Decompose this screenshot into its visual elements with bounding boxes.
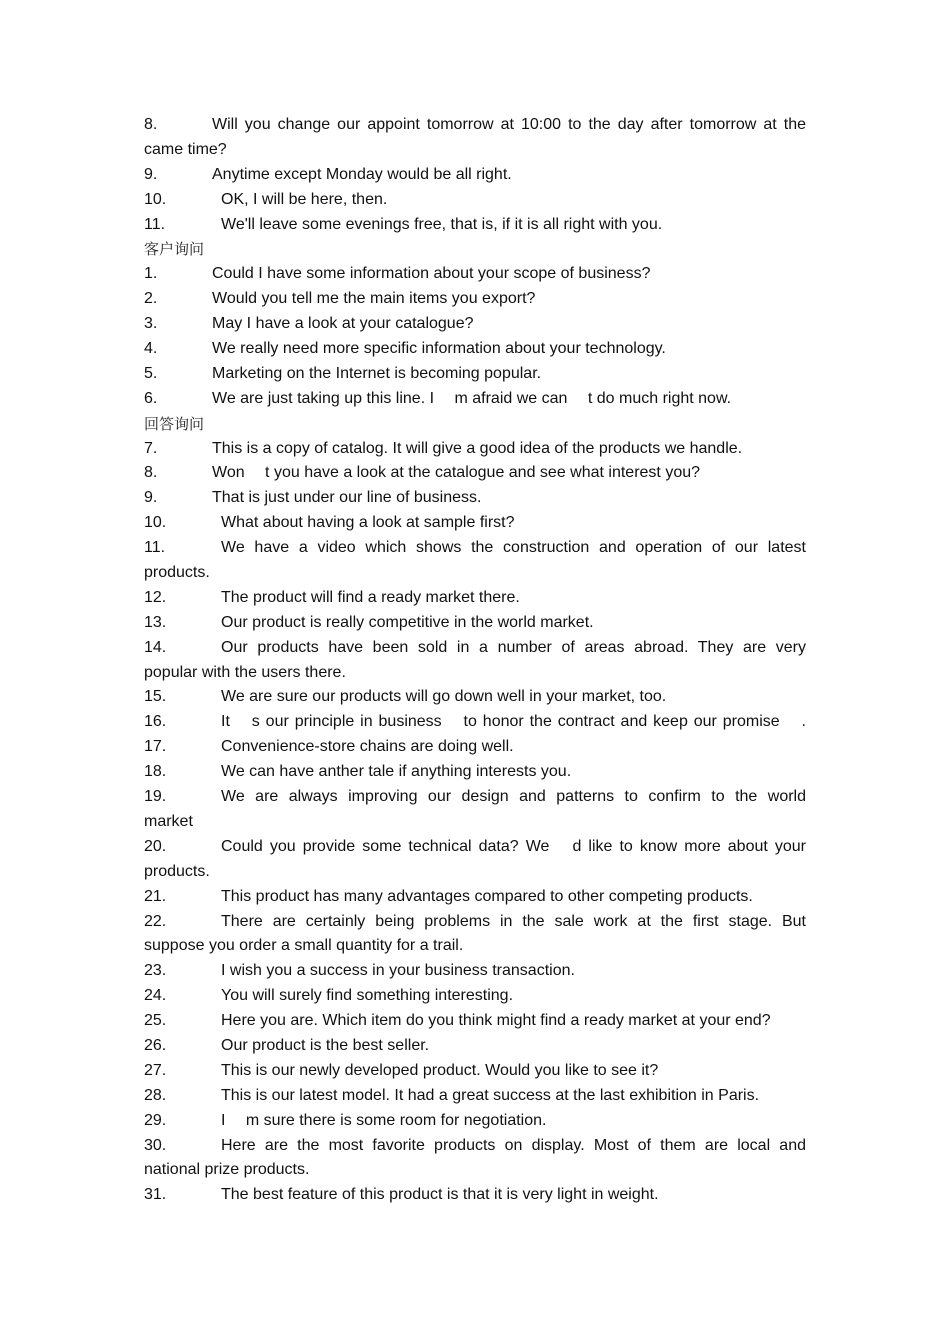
item-number: 9. (144, 165, 158, 183)
list-item (144, 536, 806, 561)
list-item (144, 1183, 806, 1208)
section-heading (144, 412, 806, 437)
item-text: We are sure our products will go down well in your market, too. (221, 688, 667, 706)
item-text: Marketing on the Internet is becoming popular. (212, 364, 542, 382)
list-item (144, 586, 806, 611)
item-number: 23. (144, 962, 167, 980)
continuation-line (144, 934, 806, 959)
item-text: Here you are. Which item do you think might find a ready market at your end? (221, 1012, 771, 1030)
item-text: Our products have been sold in a number of areas abroad. They are very (221, 638, 806, 656)
item-text: You will surely find something interesting. (221, 987, 514, 1005)
item-number: 3. (144, 315, 158, 333)
item-number: 25. (144, 1012, 167, 1030)
item-number: 8. (144, 116, 158, 133)
item-number: 21. (144, 887, 167, 905)
list-item (144, 735, 806, 760)
item-text: This product has many advantages compared to other competing products. (221, 887, 753, 905)
item-text: We are always improving our design and patterns to confirm to the world (221, 788, 806, 806)
list-item (144, 511, 806, 536)
list-item (144, 437, 806, 462)
list-item (144, 163, 806, 188)
item-text: Won t you have a look at the catalogue and see what interest you? (212, 464, 701, 482)
item-number: 17. (144, 738, 167, 756)
continuation-text: suppose you order a small quantity for a trail. (144, 937, 464, 955)
list-item (144, 1134, 806, 1159)
list-item (144, 885, 806, 910)
list-item (144, 636, 806, 661)
item-number: 10. (144, 514, 167, 532)
item-number: 31. (144, 1186, 167, 1204)
continuation-line (144, 860, 806, 885)
list-item (144, 312, 806, 337)
item-text: What about having a look at sample first? (221, 514, 515, 532)
list-item (144, 710, 806, 735)
item-text: We really need more specific information about your technology. (212, 340, 666, 358)
section-heading-text: 回答询问 (144, 414, 205, 433)
list-item (144, 213, 806, 238)
item-number: 15. (144, 688, 167, 706)
list-item (144, 1109, 806, 1134)
item-text: May I have a look at your catalogue? (212, 315, 474, 333)
item-number: 12. (144, 588, 167, 606)
item-number: 7. (144, 439, 158, 457)
item-text: This is a copy of catalog. It will give a good idea of the products we handle. (212, 439, 743, 457)
item-number: 27. (144, 1061, 167, 1079)
list-item (144, 984, 806, 1009)
continuation-line (144, 661, 806, 686)
item-number: 20. (144, 837, 167, 855)
item-text: Here are the most favorite products on display. Most of them are local and (221, 1136, 806, 1154)
continuation-text: came time? (144, 140, 227, 158)
list-item (144, 1084, 806, 1109)
item-text: We can have anther tale if anything interests you. (221, 763, 572, 781)
list-item (144, 188, 806, 213)
list-item (144, 959, 806, 984)
continuation-text: popular with the users there. (144, 663, 346, 681)
list-item (144, 1059, 806, 1084)
item-number: 30. (144, 1136, 167, 1154)
item-number: 4. (144, 340, 158, 358)
list-item (144, 835, 806, 860)
continuation-text: products. (144, 564, 210, 582)
continuation-line (144, 810, 806, 835)
list-item (144, 785, 806, 810)
item-number: 10. (144, 190, 167, 208)
item-number: 22. (144, 912, 167, 930)
item-text: Could you provide some technical data? We d like to know more about your (221, 837, 806, 855)
list-item (144, 262, 806, 287)
document-body (144, 113, 806, 1208)
item-number: 29. (144, 1111, 167, 1129)
item-number: 26. (144, 1036, 167, 1054)
list-item (144, 113, 806, 138)
item-text: Will you change our appoint tomorrow at 10:00 to the day after tomorrow at the (212, 116, 806, 133)
continuation-text: national prize products. (144, 1161, 310, 1179)
item-text: We'll leave some evenings free, that is, if it is all right with you. (221, 215, 663, 233)
continuation-text: products. (144, 862, 210, 880)
list-item (144, 760, 806, 785)
item-text: The best feature of this product is that it is very light in weight. (221, 1186, 659, 1204)
item-text: We have a video which shows the construction and operation of our latest (221, 539, 806, 557)
item-number: 5. (144, 364, 158, 382)
item-text: Could I have some information about your scope of business? (212, 265, 651, 283)
item-text: That is just under our line of business. (212, 489, 482, 507)
item-text: There are certainly being problems in the sale work at the first stage. But (221, 912, 806, 930)
item-text: Would you tell me the main items you export? (212, 290, 536, 308)
item-text: Our product is really competitive in the world market. (221, 613, 594, 631)
item-number: 19. (144, 788, 167, 806)
list-item (144, 362, 806, 387)
continuation-text: market (144, 812, 193, 830)
item-number: 8. (144, 464, 158, 482)
item-text: OK, I will be here, then. (221, 190, 388, 208)
item-number: 24. (144, 987, 167, 1005)
item-text: Convenience-store chains are doing well. (221, 738, 514, 756)
list-item (144, 287, 806, 312)
section-heading (144, 237, 806, 262)
item-number: 14. (144, 638, 167, 656)
list-item (144, 685, 806, 710)
continuation-line (144, 561, 806, 586)
item-number: 16. (144, 713, 167, 731)
section-heading-text: 客户询问 (144, 240, 205, 259)
item-text: This is our latest model. It had a great success at the last exhibition in Paris. (221, 1086, 760, 1104)
continuation-line (144, 138, 806, 163)
item-text: We are just taking up this line. I m afraid we can t do much right now. (212, 389, 732, 407)
item-number: 11. (144, 215, 166, 233)
item-text: I m sure there is some room for negotiation. (221, 1111, 547, 1129)
item-text: Our product is the best seller. (221, 1036, 430, 1054)
list-item (144, 1034, 806, 1059)
continuation-line (144, 1158, 806, 1183)
list-item (144, 611, 806, 636)
list-item (144, 910, 806, 935)
item-number: 2. (144, 290, 158, 308)
item-number: 11. (144, 539, 166, 557)
list-item (144, 337, 806, 362)
item-number: 18. (144, 763, 167, 781)
item-number: 6. (144, 389, 158, 407)
item-number: 28. (144, 1086, 167, 1104)
item-text: It s our principle in business to honor the contract and keep our promise . (221, 713, 806, 731)
list-item (144, 486, 806, 511)
list-item (144, 387, 806, 412)
item-number: 9. (144, 489, 158, 507)
item-text: This is our newly developed product. Would you like to see it? (221, 1061, 659, 1079)
item-number: 1. (144, 265, 158, 283)
item-number: 13. (144, 613, 167, 631)
item-text: I wish you a success in your business transaction. (221, 962, 575, 980)
list-item (144, 1009, 806, 1034)
item-text: The product will find a ready market there. (221, 588, 520, 606)
list-item (144, 461, 806, 486)
item-text: Anytime except Monday would be all right. (212, 165, 512, 183)
